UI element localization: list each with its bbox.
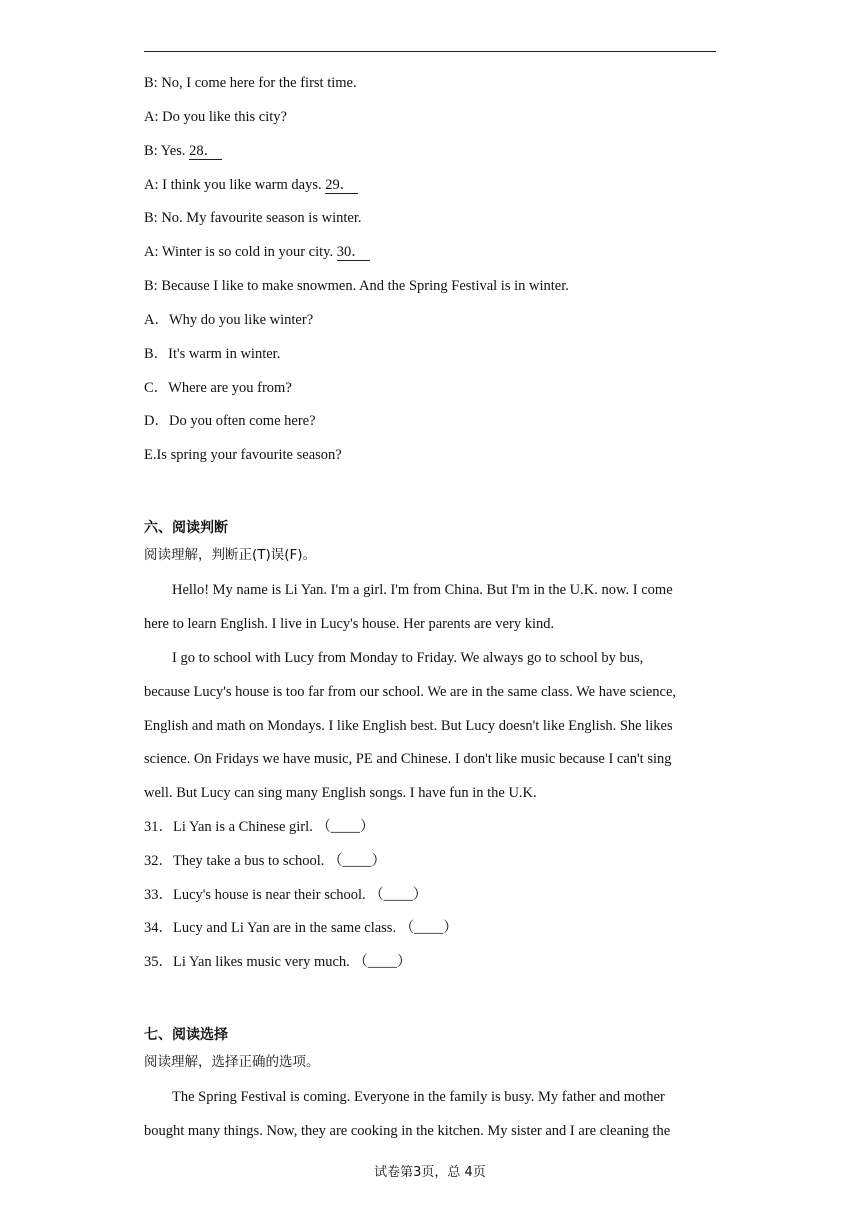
question-34: 34．Lucy and Li Yan are in the same class. （____） <box>144 920 458 936</box>
header-rule <box>144 51 716 52</box>
dialogue-text: B: Because I like to make snowmen. And the Spring Festival is in winter. <box>144 278 569 294</box>
dialogue-line <box>144 107 287 127</box>
section-instruction: 阅读理解，判断正(T)误(F)。 <box>144 547 317 563</box>
passage-line: science. On Fridays we have music, PE and Chinese. I don't like music because I can't sing <box>144 751 672 767</box>
question-32: 32．They take a bus to school. （____） <box>144 853 387 869</box>
option-b: B．It's warm in winter. <box>144 346 281 362</box>
dialogue-line <box>144 175 358 195</box>
passage-line: English and math on Mondays. I like English best. But Lucy doesn't like English. She likes <box>144 718 673 734</box>
section-heading: 六、阅读判断 <box>144 520 228 536</box>
dialogue-text: A: I think you like warm days. <box>144 177 326 193</box>
question-35: 35．Li Yan likes music very much. （____） <box>144 954 412 970</box>
option-a: A．Why do you like winter? <box>144 312 314 328</box>
passage-line: The Spring Festival is coming. Everyone in the family is busy. My father and mother <box>172 1089 665 1105</box>
dialogue-line <box>144 276 569 296</box>
passage-line: because Lucy's house is too far from our school. We are in the same class. We have science, <box>144 684 677 700</box>
passage-line: Hello! My name is Li Yan. I'm a girl. I'm from China. But I'm in the U.K. now. I come <box>172 582 673 598</box>
option-c: C．Where are you from? <box>144 380 292 396</box>
option-e: E.Is spring your favourite season? <box>144 447 342 463</box>
passage-line: I go to school with Lucy from Monday to Friday. We always go to school by bus, <box>172 650 644 666</box>
answer-blank-28[interactable]: 28． <box>189 143 222 160</box>
passage-line: well. But Lucy can sing many English songs. I have fun in the U.K. <box>144 785 537 801</box>
section-instruction: 阅读理解，选择正确的选项。 <box>144 1054 320 1070</box>
dialogue-text: B: Yes. <box>144 143 190 159</box>
dialogue-text: B: No, I come here for the first time. <box>144 75 357 91</box>
page-footer: 试卷第3页，总 4页 <box>374 1165 486 1180</box>
answer-blank-30[interactable]: 30． <box>337 244 370 261</box>
dialogue-text: A: Do you like this city? <box>144 109 287 125</box>
passage-line: bought many things. Now, they are cooking in the kitchen. My sister and I are cleaning the <box>144 1123 671 1139</box>
option-d: D．Do you often come here? <box>144 413 316 429</box>
dialogue-line <box>144 208 361 228</box>
question-31: 31．Li Yan is a Chinese girl. （____） <box>144 819 375 835</box>
section-heading: 七、阅读选择 <box>144 1027 228 1043</box>
dialogue-text: B: No. My favourite season is winter. <box>144 210 362 226</box>
question-33: 33．Lucy's house is near their school. （____） <box>144 887 428 903</box>
dialogue-text: A: Winter is so cold in your city. <box>144 244 337 260</box>
passage-line: here to learn English. I live in Lucy's house. Her parents are very kind. <box>144 616 555 632</box>
dialogue-line <box>144 141 222 161</box>
answer-blank-29[interactable]: 29． <box>325 177 358 194</box>
dialogue-line <box>144 73 357 93</box>
dialogue-line <box>144 242 370 262</box>
